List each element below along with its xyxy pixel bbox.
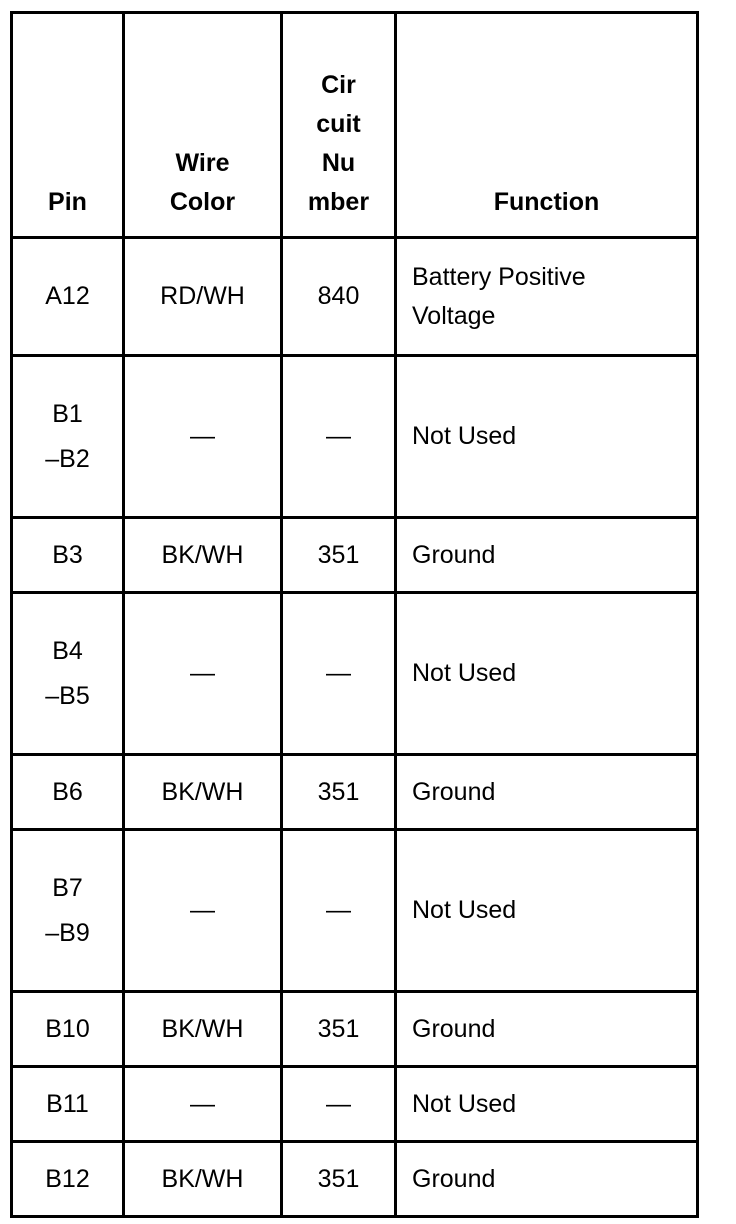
function-cell: Ground xyxy=(396,992,698,1067)
circuit-cell: 351 xyxy=(282,992,396,1067)
function-cell: Not Used xyxy=(396,1067,698,1142)
function-cell: Not Used xyxy=(396,593,698,755)
wire-color-cell: — xyxy=(124,356,282,518)
pin-cell xyxy=(12,356,124,518)
pin-cell xyxy=(12,593,124,755)
pin-cell xyxy=(12,830,124,992)
table-row xyxy=(12,830,698,992)
header-wire-color-line: Color xyxy=(169,188,236,216)
table-row xyxy=(12,238,698,356)
header-wire-color xyxy=(124,13,282,238)
header-circuit-line: Cir xyxy=(321,71,356,99)
wire-color-cell: BK/WH xyxy=(124,755,282,830)
wire-color-cell: BK/WH xyxy=(124,518,282,593)
pinout-table xyxy=(10,11,699,1218)
function-line: Battery Positive xyxy=(412,262,586,291)
function-cell xyxy=(396,238,698,356)
wire-color-cell: RD/WH xyxy=(124,238,282,356)
pin-line: –B9 xyxy=(45,918,90,947)
header-wire-color-line: Wire xyxy=(175,149,230,177)
circuit-cell: — xyxy=(282,830,396,992)
header-circuit-line: mber xyxy=(307,188,370,216)
circuit-cell: 351 xyxy=(282,755,396,830)
table-row xyxy=(12,356,698,518)
circuit-cell: 351 xyxy=(282,518,396,593)
header-circuit-number xyxy=(282,13,396,238)
table-row xyxy=(12,992,698,1067)
pin-line: –B5 xyxy=(45,681,90,710)
wire-color-cell: — xyxy=(124,593,282,755)
table-row xyxy=(12,755,698,830)
pin-line: B1 xyxy=(52,399,83,428)
function-cell: Ground xyxy=(396,755,698,830)
pin-cell: B10 xyxy=(12,992,124,1067)
function-line: Voltage xyxy=(412,301,496,330)
function-cell: Not Used xyxy=(396,830,698,992)
circuit-cell: — xyxy=(282,1067,396,1142)
pin-cell: B12 xyxy=(12,1142,124,1217)
header-pin: Pin xyxy=(12,13,124,238)
table-row xyxy=(12,1067,698,1142)
function-cell: Ground xyxy=(396,518,698,593)
header-function: Function xyxy=(396,13,698,238)
wire-color-cell: BK/WH xyxy=(124,1142,282,1217)
pin-cell: B3 xyxy=(12,518,124,593)
pin-line: –B2 xyxy=(45,444,90,473)
header-row xyxy=(12,13,698,238)
pin-cell: B6 xyxy=(12,755,124,830)
table-row xyxy=(12,1142,698,1217)
table-row xyxy=(12,593,698,755)
circuit-cell: 840 xyxy=(282,238,396,356)
table-row xyxy=(12,518,698,593)
header-circuit-line: cuit xyxy=(316,110,361,138)
wire-color-cell: — xyxy=(124,830,282,992)
pin-line: B7 xyxy=(52,873,83,902)
wire-color-cell: — xyxy=(124,1067,282,1142)
pin-cell: B11 xyxy=(12,1067,124,1142)
function-cell: Ground xyxy=(396,1142,698,1217)
function-cell: Not Used xyxy=(396,356,698,518)
pin-line: B4 xyxy=(52,636,83,665)
circuit-cell: — xyxy=(282,593,396,755)
circuit-cell: 351 xyxy=(282,1142,396,1217)
circuit-cell: — xyxy=(282,356,396,518)
pin-cell: A12 xyxy=(12,238,124,356)
wire-color-cell: BK/WH xyxy=(124,992,282,1067)
header-circuit-line: Nu xyxy=(321,149,356,177)
